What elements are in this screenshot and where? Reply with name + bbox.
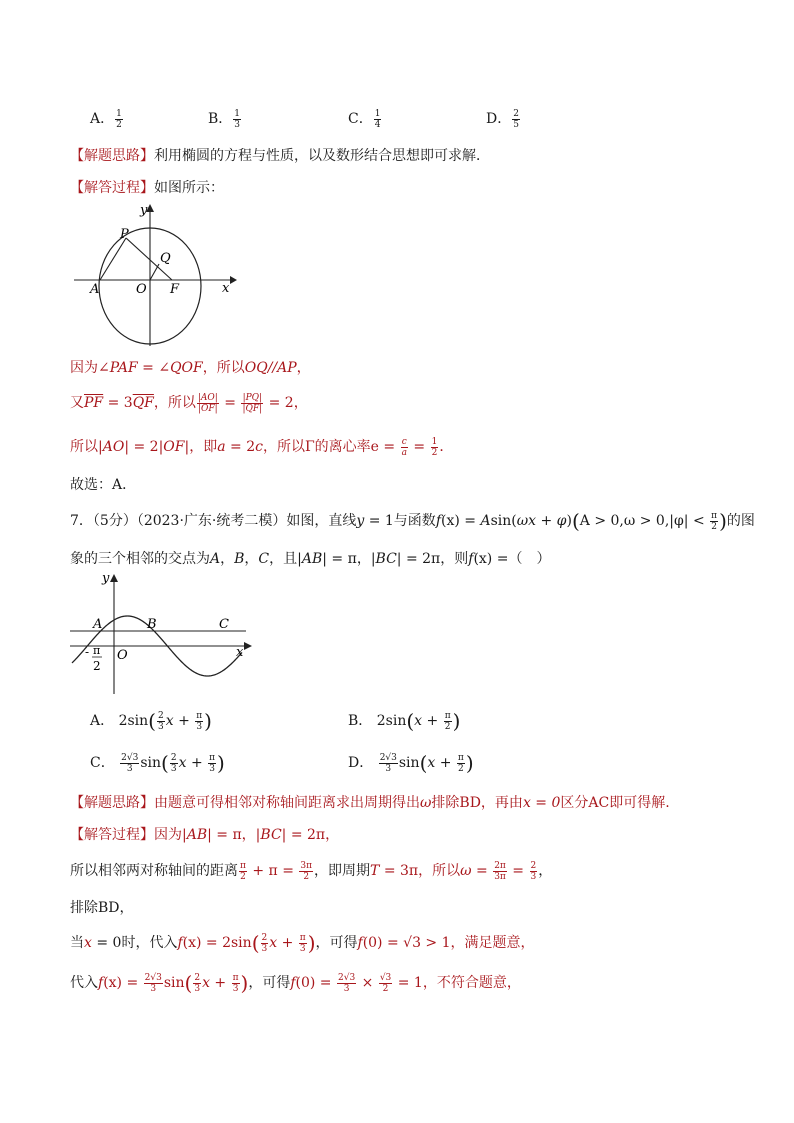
label-q: Q: [160, 251, 171, 266]
q7-process-line4: 当x = 0时，代入f(x) = 2sin( $\frac{2}{3}$ x + $\frac{\pi}{3}$ )，可得f(0) = √3 > 1，满足题意，: [70, 931, 535, 955]
q7-hint: 【解题思路】由题意可得相邻对称轴间距离求出周期得出ω排除BD，再由x = 0区分AC即可得解.: [70, 795, 670, 811]
q7-option-b: B． 2sin(x + $\frac{\pi}{2}$ ): [348, 709, 461, 733]
x-axis-arrow: [230, 276, 237, 284]
sine-label-b: B: [147, 617, 157, 632]
q6-choice: 故选：A．: [70, 477, 137, 493]
segment-oq: [150, 264, 159, 280]
sine-label-o: O: [117, 648, 128, 663]
label-p: P: [120, 227, 129, 242]
q7-process-line2: 所以相邻两对称轴间的距离 $\frac{\pi}{2}$ + π = $\frac{3\pi}{2}$ ，即周期T = 3π，所以ω = $\frac{2\pi}{3\pi}$ = $\frac{2}{3}$ ，: [70, 860, 553, 882]
q7-stem-line2: 象的三个相邻的交点为A，B，C，且|AB| = π，|BC| = 2π，则f(x) =（ ）: [70, 551, 551, 567]
q7-option-c: C． $\frac{2√3}{3}$ sin( $\frac{2}{3}$ x + $\frac{\pi}{3}$ ): [90, 751, 225, 775]
ellipse-figure: [70, 200, 240, 350]
label-a: A: [90, 282, 100, 297]
q6-hint: 【解题思路】利用椭圆的方程与性质，以及数形结合思想即可求解．: [70, 148, 490, 164]
sine-label-pi: π: [93, 644, 101, 657]
sine-x-arrow: [244, 642, 252, 650]
q7-option-d: D． $\frac{2√3}{3}$ sin(x + $\frac{\pi}{2}$ ): [348, 751, 474, 775]
q7-process-line1: 【解答过程】因为|AB| = π，|BC| = 2π，: [70, 827, 340, 843]
sine-label-c: C: [219, 617, 229, 632]
q6-option-a: A． $\frac{1}{2}$: [90, 108, 122, 130]
sine-label-two: 2: [93, 659, 101, 673]
label-y: y: [140, 203, 148, 218]
q7-stem-line1: 7．（5分）（2023·广东·统考二模）如图，直线y = 1与函数f(x) = Asin(ωx + φ)(A > 0,ω > 0,|φ| < $\frac{\pi}{2}$ )的图: [70, 509, 755, 533]
q6-option-b: B． $\frac{1}{3}$: [208, 108, 241, 130]
q7-option-a: A． 2sin( $\frac{2}{3}$ x + $\frac{\pi}{3}$ ): [90, 709, 212, 733]
q6-sol-line1: 因为∠PAF = ∠QOF，所以OQ//AP，: [70, 360, 311, 376]
q7-process-line3: 排除BD，: [70, 900, 134, 916]
segment-ap: [100, 238, 126, 280]
q6-sol-line3: 所以|AO| = 2|OF|，即a = 2c，所以Γ的离心率e = $\frac{c}{a}$ = $\frac{1}{2}$ ．: [70, 436, 454, 458]
sine-y-arrow: [110, 574, 118, 582]
sine-label-x: x: [236, 645, 244, 660]
q6-sol-line2: 又$\overline{PF} = 3\overline{QF}$，所以 $\frac{|AO|}{|OF|}$ = $\frac{|PQ|}{|QF|}$ = 2，: [70, 392, 308, 414]
q6-process-heading: 【解答过程】如图所示：: [70, 180, 224, 196]
label-x: x: [222, 281, 230, 296]
q6-option-c: C． $\frac{1}{4}$: [348, 108, 381, 130]
sine-figure: [68, 566, 254, 696]
q6-option-d: D． $\frac{2}{5}$: [486, 108, 519, 130]
label-o: O: [136, 282, 147, 297]
sine-label-a: A: [93, 617, 103, 632]
q7-process-line5: 代入f(x) = $\frac{2√3}{3}$ sin( $\frac{2}{3}$ x + $\frac{\pi}{3}$ )，可得f(0) = $\frac{2√3}{3}$ × $\frac{√3}{2}$ = 1，不符合题意，: [70, 971, 521, 995]
label-f: F: [170, 282, 180, 297]
sine-label-neg: -: [85, 645, 90, 659]
sine-label-y: y: [102, 571, 110, 586]
